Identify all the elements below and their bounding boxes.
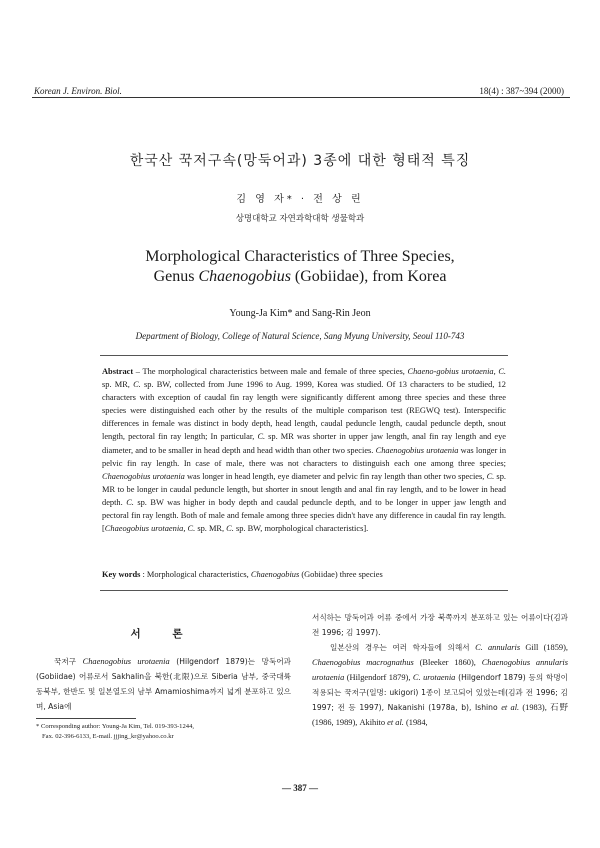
body-text: 일본산의 경우는 여러 학자들에 의해서 bbox=[330, 643, 476, 652]
species-name: C. urotaenia bbox=[412, 673, 456, 682]
et-al: et al. bbox=[387, 718, 404, 727]
species-name: Chaenogobius annularis urotaenia bbox=[312, 658, 568, 682]
body-text: 서식하는 망둑어과 어류 중에서 가장 북쪽까지 분포하고 있는 어류이다(김과 전 1996; 김 1997). bbox=[312, 613, 568, 637]
korean-title: 한국산 꾹저구속(망둑어과) 3종에 대한 형태적 특징 bbox=[129, 153, 471, 169]
korean-affiliation: 상명대학교 자연과학대학 생물학과 bbox=[235, 214, 365, 224]
abstract-text: sp. BW was higher in body depth and caudal peduncle depth, and to be longer in upper jaw length and pectoral fin ray length. Both of male and female among three species didn't have any difference in caudal fin ray length. [ bbox=[102, 497, 507, 534]
keywords-label: Key words bbox=[102, 570, 141, 579]
page-number: — 387 — bbox=[282, 783, 318, 793]
english-title bbox=[0, 247, 600, 287]
species-name: C. annularis bbox=[475, 643, 521, 652]
body-text: 꾹저구 bbox=[54, 657, 83, 666]
korean-authors: 김 영 자* · 전 상 린 bbox=[236, 194, 364, 205]
keywords-text: : Morphological characteristics, bbox=[140, 570, 251, 579]
section-title-introduction: 서 론 bbox=[130, 628, 197, 640]
species-name: C. bbox=[133, 380, 141, 390]
abstract-text: was longer in pelvic fin ray length. In case of male, there was not characters to distinguish each one among three species; bbox=[102, 445, 507, 468]
english-title-line2 bbox=[0, 267, 600, 287]
species-name: Chaeno-gobius urotaenia bbox=[407, 367, 494, 376]
header-rule bbox=[32, 97, 570, 98]
keywords-text-post: (Gobiidae) three species bbox=[299, 570, 383, 579]
species-name: C. bbox=[486, 471, 495, 481]
abstract-text: – The morphological characteristics between male and female of three species, bbox=[133, 367, 408, 376]
keywords-genus: Chaenogobius bbox=[250, 570, 300, 579]
abstract-text: was longer in head length, eye diameter and pelvic fin ray length than other two species, bbox=[184, 471, 487, 481]
species-name: Chaeogobius urotaenia, C. bbox=[104, 524, 196, 534]
citation: 18(4) : 387~394 (2000) bbox=[479, 86, 564, 96]
abstract-text: sp. BW, collected from June 1996 to Aug. 1999, Korea was studied. Of 13 characters to be studied, 12 characters with exception of caudal fin ray length were significantly different among three species and these three species were distinguished each other by the results of the multiple comparison test (REGWQ test). Interspecific differences in female was distinct in body depth, head length, caudal peduncle length, caudal peduncle depth, snout length, pectoral fin ray length; In particular, bbox=[102, 380, 506, 442]
species-name: C. bbox=[126, 497, 134, 507]
species-name: Chaenogobius urotaenia bbox=[375, 445, 459, 455]
abstract-text: , bbox=[493, 367, 499, 376]
keywords bbox=[102, 570, 506, 579]
abstract-text: sp. MR was shorter in upper jaw length, anal fin ray length and eye diameter, and to be smaller in head depth and head width than other two species. bbox=[102, 432, 506, 455]
et-al: et al. bbox=[501, 703, 520, 712]
english-authors: Young-Ja Kim* and Sang-Rin Jeon bbox=[229, 308, 371, 319]
body-text: (1984, bbox=[403, 718, 428, 727]
journal-name: Korean J. Environ. Biol. bbox=[34, 86, 122, 96]
species-name: Chaenogobius macrognathus bbox=[312, 658, 414, 667]
title-genus-pre: Genus bbox=[153, 268, 199, 285]
abstract-text: sp. MR to be longer in caudal peduncle length, but shorter in snout length and anal fin ray length, and to be lower in head depth. bbox=[102, 471, 506, 507]
title-genus: Chaenogobius bbox=[198, 268, 291, 285]
abstract-rule-bottom bbox=[100, 590, 508, 591]
body-text: Gill (1859), bbox=[520, 643, 569, 652]
intro-right-column bbox=[312, 610, 568, 730]
abstract-label: Abstract bbox=[102, 367, 134, 376]
species-name: C. bbox=[498, 367, 507, 376]
species-name: C. bbox=[257, 432, 266, 442]
species-name: Chaenogobius urotaenia bbox=[102, 471, 185, 481]
abstract bbox=[102, 365, 506, 535]
english-title-line1: Morphological Characteristics of Three Species, bbox=[145, 248, 455, 265]
abstract-text: sp. BW, morphological characteristics]. bbox=[233, 524, 369, 534]
species-name: Chaenogobius urotaenia bbox=[82, 657, 170, 666]
intro-left-column bbox=[36, 654, 291, 714]
abstract-text: sp. MR, bbox=[102, 380, 134, 390]
abstract-rule-top bbox=[100, 355, 508, 356]
title-genus-post: (Gobiidae), from Korea bbox=[290, 268, 447, 285]
body-text: (1983), 石野 (1986, 1989), Akihito bbox=[312, 703, 569, 727]
abstract-text: sp. MR, bbox=[195, 524, 227, 534]
body-text: (Bleeker 1860), bbox=[413, 658, 482, 667]
footnote bbox=[36, 722, 291, 741]
footnote-rule bbox=[36, 718, 136, 719]
species-name: C. bbox=[226, 524, 234, 534]
body-text: (Hilgendorf 1879) 등의 학명이 적용되는 꾹저구(일명: ukigori) 1종이 보고되어 있었는데(김과 전 1996; 김 1997; 전 등 1997), Nakanishi (1978a, b), Ishino bbox=[312, 673, 569, 712]
footnote-line1: * Corresponding author: Young-Ja Kim, Tel. 019-393-1244, bbox=[36, 723, 195, 730]
footnote-line2: Fax. 02-396-6133, E-mail. jjjing_kr@yahoo.co.kr bbox=[42, 732, 174, 740]
body-text: (Hilgendorf 1879), bbox=[344, 673, 413, 682]
english-affiliation: Department of Biology, College of Natural Science, Sang Myung University, Seoul 110-743 bbox=[135, 331, 465, 341]
body-text: (Hilgendorf 1879)는 망둑어과(Gobiidae) 어류로서 Sakhalin을 북한(北限)으로 Siberia 남부, 중국대륙 동북부, 한반도 및 일본열도의 남부 Amamioshima까지 넓게 분포하고 있으며, Asia에 bbox=[36, 657, 292, 711]
